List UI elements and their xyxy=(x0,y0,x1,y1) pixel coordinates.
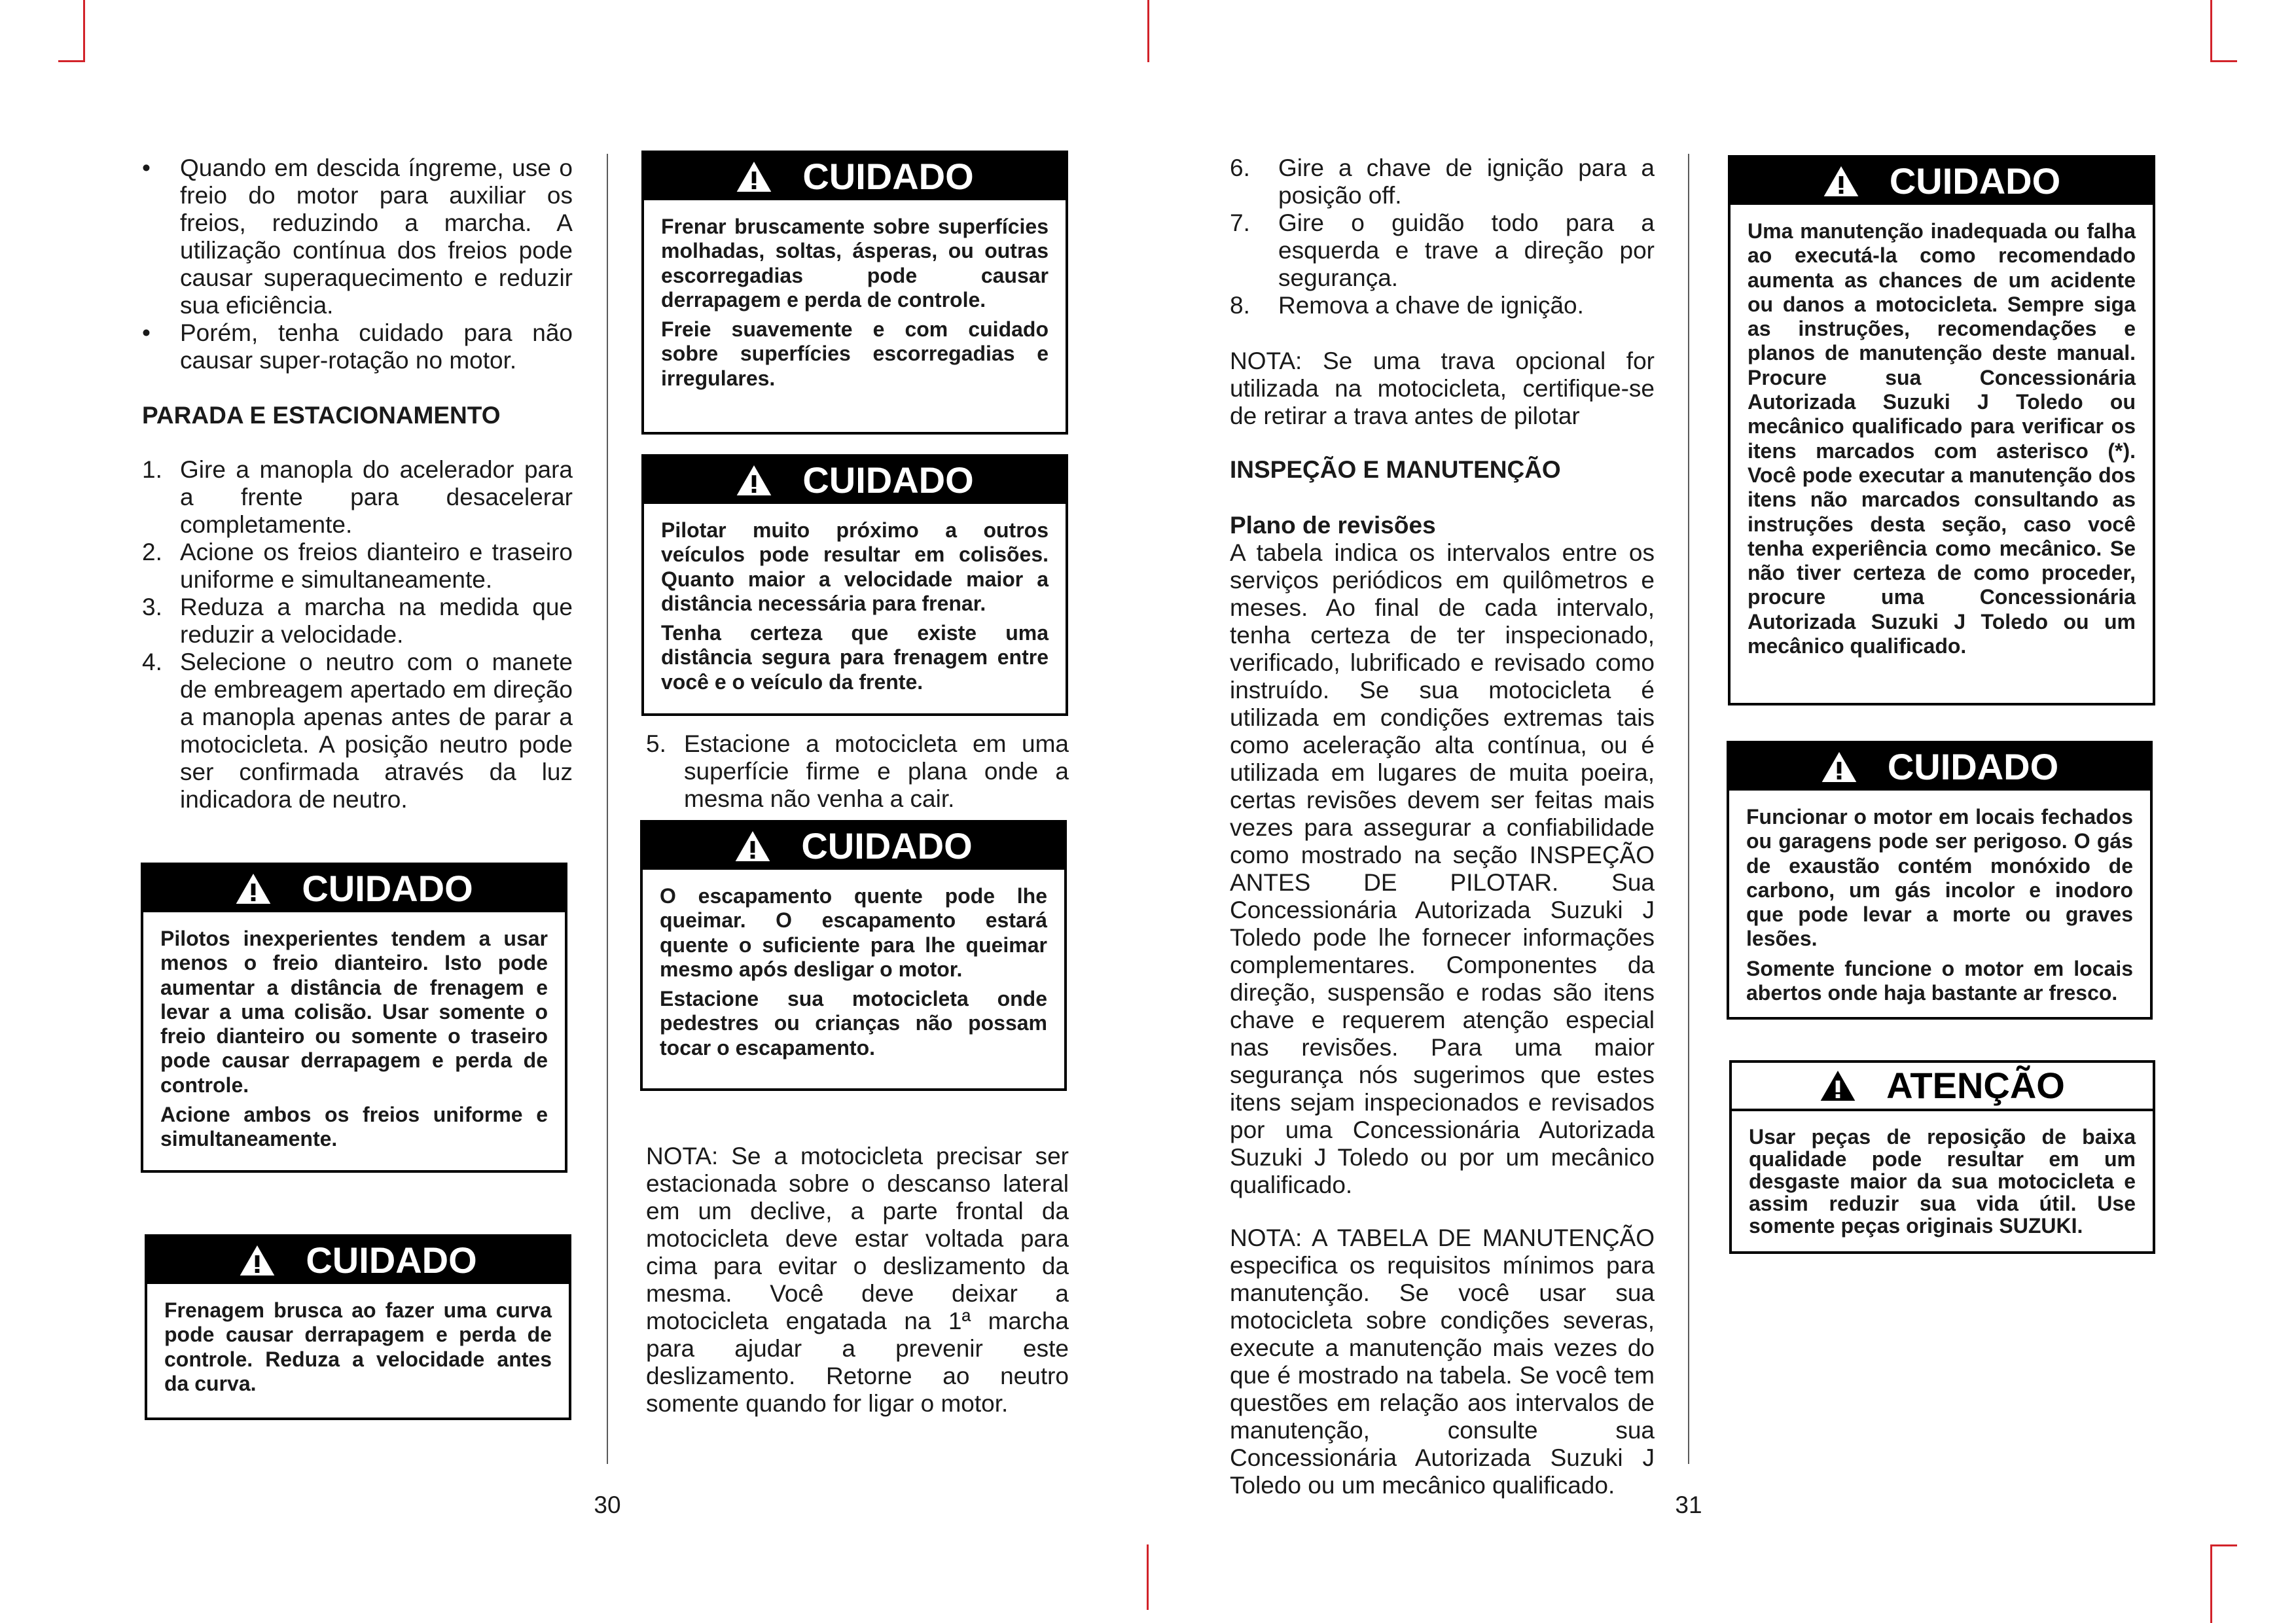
crop-mark-top-right-vertical xyxy=(2210,0,2212,62)
caution-header xyxy=(1729,743,2150,791)
subsection-title: Plano de revisões xyxy=(1230,512,1436,539)
caution-body xyxy=(1731,205,2153,670)
step-number: 1. xyxy=(142,456,162,483)
step-number: 5. xyxy=(646,730,666,757)
crop-mark-top-right-horizontal xyxy=(2210,60,2237,62)
riding-tips-list xyxy=(142,154,573,374)
left-page-column-1 xyxy=(142,154,573,1420)
section-title: PARADA E ESTACIONAMENTO xyxy=(142,402,501,429)
step-number: 3. xyxy=(142,594,162,620)
parking-steps-list-final xyxy=(1230,154,1655,319)
caution-text: O escapamento quente pode lhe queimar. O escapamento estará quente o suficiente para lhe queimar mesmo após desligar o motor. xyxy=(660,884,1047,981)
page-number-right: 31 xyxy=(1675,1491,1702,1518)
list-item xyxy=(142,319,573,374)
warning-triangle-icon xyxy=(235,872,272,905)
caution-body xyxy=(643,870,1064,1072)
list-item xyxy=(142,594,573,649)
list-item xyxy=(142,649,573,813)
caution-box-curve-braking xyxy=(145,1234,571,1420)
crop-mark-top-center xyxy=(1147,0,1149,62)
caution-body xyxy=(143,912,565,1164)
caution-text: Funcionar o motor em locais fechados ou garagens pode ser perigoso. O gás de exaustão contém monóxido de carbono, um gás incolor e inodoro que pode levar a morte ou graves lesões. xyxy=(1746,805,2133,951)
step-text: Remova a chave de ignição. xyxy=(1278,292,1584,319)
caution-title: CUIDADO xyxy=(802,459,974,501)
caution-header xyxy=(143,865,565,912)
caution-title: CUIDADO xyxy=(1889,160,2061,202)
column-divider-left-page xyxy=(607,154,608,1464)
crop-mark-top-left-vertical xyxy=(83,0,85,62)
list-item xyxy=(1230,209,1655,292)
caution-box-following-distance xyxy=(641,454,1068,716)
caution-header xyxy=(644,457,1066,504)
step-number: 4. xyxy=(142,649,162,675)
tip-text: Quando em descida íngreme, use o freio do motor para auxiliar os freios, reduzindo a marcha. A utilização contínua dos freios pode causar superaquecimento e reduzir sua eficiência. xyxy=(180,154,573,319)
caution-box-front-brake xyxy=(141,863,567,1173)
step-number: 7. xyxy=(1230,209,1250,236)
caution-title: CUIDADO xyxy=(306,1240,477,1281)
bullet-marker: • xyxy=(142,154,151,181)
caution-body xyxy=(147,1284,569,1408)
parking-steps-list-continued xyxy=(646,730,1069,813)
caution-box-exhaust-gas xyxy=(1727,741,2153,1020)
notice-title: ATENÇÃO xyxy=(1886,1065,2065,1107)
caution-body xyxy=(1729,791,2150,1017)
crop-mark-bottom-right-horizontal xyxy=(2210,1544,2237,1546)
list-item xyxy=(142,539,573,594)
caution-text: Estacione sua motocicleta onde pedestres ou crianças não possam tocar o escapamento. xyxy=(660,987,1047,1060)
step-text: Gire a chave de ignição para a posição off. xyxy=(1278,154,1655,209)
crop-mark-bottom-center xyxy=(1147,1544,1149,1610)
step-text: Gire o guidão todo para a esquerda e trave a direção por segurança. xyxy=(1278,209,1655,291)
caution-header xyxy=(644,153,1066,200)
caution-body xyxy=(644,504,1066,706)
left-page-column-2 xyxy=(641,151,1069,1418)
crop-mark-bottom-right-vertical xyxy=(2210,1544,2212,1623)
caution-box-slippery-surfaces xyxy=(641,151,1068,435)
step-text: Reduza a marcha na medida que reduzir a velocidade. xyxy=(180,594,573,648)
caution-text: Frenar bruscamente sobre superfícies molhadas, soltas, ásperas, ou outras escorregadias pode causar derrapagem e perda de controle. xyxy=(661,215,1049,312)
step-text: Estacione a motocicleta em uma superfície firme e plana onde a mesma não venha a cair. xyxy=(684,730,1069,812)
notice-header xyxy=(1732,1063,2153,1111)
notice-body xyxy=(1732,1111,2153,1249)
list-item xyxy=(142,456,573,539)
page-number-left: 30 xyxy=(594,1491,621,1518)
caution-box-hot-exhaust xyxy=(640,820,1067,1091)
caution-header xyxy=(1731,158,2153,205)
maintenance-table-note: NOTA: A TABELA DE MANUTENÇÃO especifica os requisitos mínimos para manutenção. Se você usar sua motocicleta sobre condições severas, execute a manutenção mais vezes do que é mostrado na tabela. Se você tem questões em relação aos intervalos de manutenção, consulte sua Concessionária Autorizada Suzuki J Toledo ou um mecânico qualificado. xyxy=(1230,1224,1655,1499)
warning-triangle-icon xyxy=(1823,165,1859,198)
caution-text: Acione ambos os freios uniforme e simultaneamente. xyxy=(160,1103,548,1151)
caution-text: Pilotar muito próximo a outros veículos pode resultar em colisões. Quanto maior a velocidade maior a distância necessária para frenar. xyxy=(661,518,1049,615)
caution-title: CUIDADO xyxy=(802,156,974,197)
warning-triangle-icon xyxy=(239,1244,276,1277)
caution-text: Frenagem brusca ao fazer uma curva pode causar derrapagem e perda de controle. Reduza a velocidade antes da curva. xyxy=(164,1298,552,1395)
list-item xyxy=(1230,154,1655,209)
caution-title: CUIDADO xyxy=(801,825,973,866)
parking-note: NOTA: Se a motocicleta precisar ser estacionada sobre o descanso lateral em um declive, a parte frontal da motocicleta deve estar voltada para cima para evitar o deslizamento da mesma. Você deve deixar a motocicleta engatada na 1ª marcha para ajudar a prevenir este deslizamento. Retorne ao neutro somente quando for ligar o motor. xyxy=(646,1143,1069,1417)
notice-text: Usar peças de reposição de baixa qualidade pode resultar em um desgaste maior da sua motocicleta e assim reduzir sua vida útil. Use somente peças originais SUZUKI. xyxy=(1749,1125,2136,1238)
warning-triangle-icon xyxy=(1821,751,1857,783)
caution-header xyxy=(643,823,1064,870)
caution-title: CUIDADO xyxy=(1887,746,2059,787)
tip-text: Porém, tenha cuidado para não causar super-rotação no motor. xyxy=(180,319,573,374)
parking-steps-list xyxy=(142,456,573,813)
caution-text: Uma manutenção inadequada ou falha ao executá-la como recomendado aumenta as chances de um acidente ou danos a motocicleta. Sempre siga as instruções, recomendações e planos de manutenção deste manual. Procure sua Concessionária Autorizada Suzuki J Toledo ou mecânico qualificado para verificar os itens marcados com asterisco (*). Você pode executar a manutenção dos itens não marcados consultando as instruções desta seção, caso você tenha experiência como mecânico. Se não tiver certeza de como proceder, procure uma Concessionária Autorizada Suzuki J Toledo ou um mecânico qualificado. xyxy=(1748,219,2136,658)
notice-box-replacement-parts xyxy=(1729,1060,2155,1254)
caution-text: Freie suavemente e com cuidado sobre superfícies escorregadias e irregulares. xyxy=(661,317,1049,390)
step-text: Acione os freios dianteiro e traseiro uniforme e simultaneamente. xyxy=(180,539,573,593)
crop-mark-top-left-horizontal xyxy=(58,60,85,62)
caution-text: Pilotos inexperientes tendem a usar menos o freio dianteiro. Isto pode aumentar a distância de frenagem e levar a uma colisão. Usar somente o freio dianteiro ou somente o traseiro pode causar derrapagem e perda de controle. xyxy=(160,927,548,1097)
list-item xyxy=(646,730,1069,813)
maintenance-schedule-text: A tabela indica os intervalos entre os serviços periódicos em quilômetros e meses. Ao final de cada intervalo, tenha certeza de ter inspecionado, verificado, lubrificado e revisado como instruído. Se sua motocicleta é utilizada em condições extremas tais como aceleração alta contínua, ou é utilizada em lugares de muita poeira, certas revisões devem ser feitas mais vezes para assegurar a confiabilidade como mostrado na seção INSPEÇÃO ANTES DE PILOTAR. Sua Concessionária Autorizada Suzuki J Toledo pode lhe fornecer informações complementares. Componentes da direção, suspensão e rodas são itens chave e requerem atenção especial nas revisões. Para uma maior segurança nós sugerimos que estes itens sejam inspecionados e revisados por uma Concessionária Autorizada Suzuki J Toledo ou por um mecânico qualificado. xyxy=(1230,539,1655,1198)
steering-lock-note: NOTA: Se uma trava opcional for utilizada na motocicleta, certifique-se de retirar a trava antes de pilotar xyxy=(1230,348,1655,429)
caution-box-inadequate-maintenance xyxy=(1728,155,2155,705)
warning-triangle-icon xyxy=(736,464,772,497)
warning-triangle-icon xyxy=(1820,1069,1856,1102)
step-text: Gire a manopla do acelerador para a frente para desacelerar completamente. xyxy=(180,456,573,538)
caution-text: Tenha certeza que existe uma distância segura para frenagem entre você e o veículo da frente. xyxy=(661,621,1049,694)
caution-text: Somente funcione o motor em locais abertos onde haja bastante ar fresco. xyxy=(1746,956,2133,1005)
step-number: 8. xyxy=(1230,292,1250,319)
warning-triangle-icon xyxy=(734,830,771,863)
caution-title: CUIDADO xyxy=(302,868,473,909)
warning-triangle-icon xyxy=(736,160,772,193)
right-page-column-1 xyxy=(1230,154,1655,1499)
list-item xyxy=(1230,292,1655,319)
step-text: Selecione o neutro com o manete de embreagem apertado em direção a manopla apenas antes de parar a motocicleta. A posição neutro pode ser confirmada através da luz indicadora de neutro. xyxy=(180,649,573,813)
bullet-marker: • xyxy=(142,319,151,346)
column-divider-right-page xyxy=(1688,154,1689,1464)
list-item xyxy=(142,154,573,319)
caution-header xyxy=(147,1237,569,1284)
step-number: 2. xyxy=(142,539,162,565)
step-number: 6. xyxy=(1230,154,1250,181)
caution-body xyxy=(644,200,1066,402)
section-title: INSPEÇÃO E MANUTENÇÃO xyxy=(1230,456,1561,483)
right-page-column-2 xyxy=(1728,155,2155,1254)
